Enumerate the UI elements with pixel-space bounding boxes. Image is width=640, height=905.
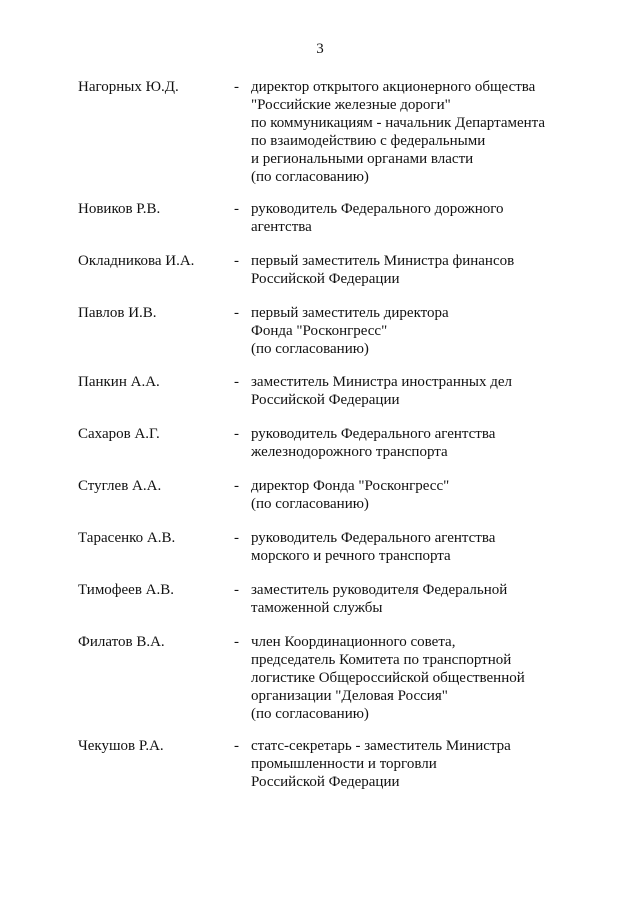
position-line: промышленности и торговли [251, 756, 437, 772]
position-line: руководитель Федерального дорожного [251, 201, 504, 217]
member-position [251, 373, 591, 409]
member-position [251, 581, 591, 617]
position-line: руководитель Федерального агентства [251, 426, 496, 442]
member-position [251, 304, 591, 358]
position-line: директор Фонда "Росконгресс" [251, 478, 450, 494]
dash-separator: - [234, 374, 239, 390]
member-name: Павлов И.В. [78, 305, 157, 321]
position-line: таможенной службы [251, 600, 383, 616]
position-line: заместитель Министра иностранных дел [251, 374, 512, 390]
dash-separator: - [234, 79, 239, 95]
position-line: первый заместитель Министра финансов [251, 253, 515, 269]
dash-separator: - [234, 738, 239, 754]
dash-separator: - [234, 201, 239, 217]
position-line: Российской Федерации [251, 271, 400, 287]
dash-separator: - [234, 478, 239, 494]
member-name: Окладникова И.А. [78, 253, 195, 269]
member-name: Тарасенко А.В. [78, 530, 176, 546]
position-line: руководитель Федерального агентства [251, 530, 496, 546]
member-name: Тимофеев А.В. [78, 582, 175, 598]
position-line: первый заместитель директора [251, 305, 449, 321]
member-name: Филатов В.А. [78, 634, 165, 650]
member-position [251, 477, 591, 513]
dash-separator: - [234, 530, 239, 546]
member-name: Стуглев А.А. [78, 478, 162, 494]
dash-separator: - [234, 426, 239, 442]
position-line: (по согласованию) [251, 341, 369, 357]
position-line: директор открытого акционерного общества [251, 79, 536, 95]
position-line: Фонда "Росконгресс" [251, 323, 388, 339]
position-line: логистике Общероссийской общественной [251, 670, 525, 686]
position-line: (по согласованию) [251, 706, 369, 722]
member-position [251, 633, 591, 723]
position-line: по коммуникациям - начальник Департамента [251, 115, 546, 131]
position-line: Российской Федерации [251, 392, 400, 408]
position-line: член Координационного совета, [251, 634, 456, 650]
dash-separator: - [234, 253, 239, 269]
position-line: (по согласованию) [251, 496, 369, 512]
position-line: Российской Федерации [251, 774, 400, 790]
dash-separator: - [234, 582, 239, 598]
member-position [251, 737, 591, 791]
dash-separator: - [234, 634, 239, 650]
member-position [251, 200, 591, 236]
member-name: Сахаров А.Г. [78, 426, 160, 442]
position-line: (по согласованию) [251, 169, 369, 185]
member-position [251, 529, 591, 565]
position-line: и региональными органами власти [251, 151, 474, 167]
member-name: Чекушов Р.А. [78, 738, 164, 754]
dash-separator: - [234, 305, 239, 321]
position-line: морского и речного транспорта [251, 548, 451, 564]
member-position [251, 78, 591, 186]
position-line: председатель Комитета по транспортной [251, 652, 512, 668]
member-name: Новиков Р.В. [78, 201, 161, 217]
page-number: 3 [316, 41, 324, 57]
position-line: агентства [251, 219, 312, 235]
member-name: Нагорных Ю.Д. [78, 79, 179, 95]
member-position [251, 425, 591, 461]
position-line: заместитель руководителя Федеральной [251, 582, 508, 598]
position-line: железнодорожного транспорта [251, 444, 448, 460]
member-position [251, 252, 591, 288]
member-name: Панкин А.А. [78, 374, 160, 390]
position-line: "Российские железные дороги" [251, 97, 451, 113]
position-line: статс-секретарь - заместитель Министра [251, 738, 511, 754]
position-line: по взаимодействию с федеральными [251, 133, 486, 149]
position-line: организации "Деловая Россия" [251, 688, 448, 704]
